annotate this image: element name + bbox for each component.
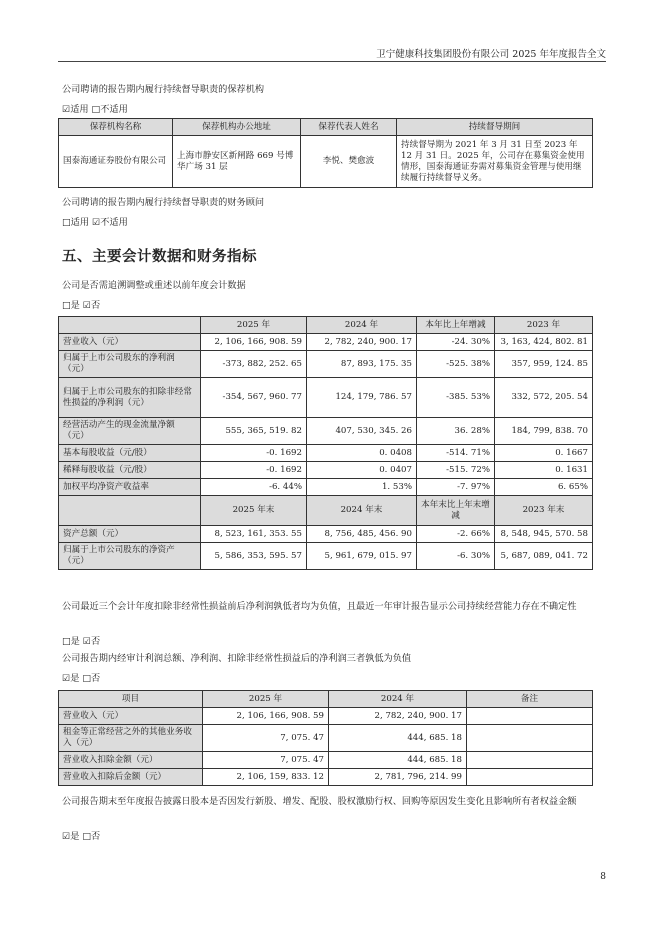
cell-value: -2. 66% <box>417 526 495 543</box>
cell-value: 407, 530, 345. 26 <box>307 418 417 445</box>
cell-value: 8, 523, 161, 353. 55 <box>201 526 307 543</box>
header-cell: 备注 <box>467 691 593 708</box>
table-row <box>59 752 593 769</box>
header-cell: 2024 年 <box>329 691 467 708</box>
key-financials-table <box>58 316 593 570</box>
sponsor-checkbox: ☑适用 □不适用 <box>62 104 128 115</box>
share-change-intro: 公司报告期末至年度报告披露日股本是否因发行新股、增发、配股、股权激励行权、回购等原因发生变化且影响所有者权益金额 <box>62 796 577 807</box>
revenue-deduction-table <box>58 690 593 786</box>
cell-value: 6. 65% <box>495 479 593 496</box>
header-cell: 2025 年 <box>201 317 307 334</box>
cell-value: 357, 959, 124. 85 <box>495 351 593 378</box>
header-cell: 2024 年 <box>307 317 417 334</box>
cell-value: -373, 882, 252. 65 <box>201 351 307 378</box>
negative-intro: 公司报告期内经审计利润总额、净利润、扣除非经常性损益后的净利润三者孰低为负值 <box>62 653 412 664</box>
advisor-intro: 公司聘请的报告期内履行持续督导职责的财务顾问 <box>62 197 265 208</box>
row-label: 资产总额（元） <box>59 526 201 543</box>
table-row <box>59 462 593 479</box>
header-cell: 项目 <box>59 691 203 708</box>
header-cell: 2025 年 <box>203 691 329 708</box>
table-row <box>59 418 593 445</box>
table-header-row <box>59 317 593 334</box>
cell-value: 555, 365, 519. 82 <box>201 418 307 445</box>
advisor-checkbox: □适用 ☑不适用 <box>62 217 128 228</box>
header-cell: 保荐机构名称 <box>59 119 173 136</box>
header-rule <box>58 61 606 62</box>
sponsor-table <box>58 118 593 188</box>
page-number: 8 <box>600 872 606 882</box>
cell-value: 1. 53% <box>307 479 417 496</box>
cell-value: -354, 567, 960. 77 <box>201 378 307 418</box>
negative-checkbox: ☑是 □否 <box>62 673 101 684</box>
header-cell: 2025 年末 <box>201 496 307 526</box>
cell-value: -515. 72% <box>417 462 495 479</box>
table-row <box>59 445 593 462</box>
table-row <box>59 351 593 378</box>
header-cell: 本年比上年增减 <box>417 317 495 334</box>
cell-value: -7. 97% <box>417 479 495 496</box>
header-cell: 保荐代表人姓名 <box>301 119 397 136</box>
cell-value: 5, 687, 089, 041. 72 <box>495 543 593 570</box>
table-row <box>59 136 593 188</box>
table-row <box>59 526 593 543</box>
row-label: 稀释每股收益（元/股） <box>59 462 201 479</box>
cell-value: 3, 163, 424, 802. 81 <box>495 334 593 351</box>
cell-value: 124, 179, 786. 57 <box>307 378 417 418</box>
row-label: 归属于上市公司股东的净利润（元） <box>59 351 201 378</box>
cell-value: 2, 782, 240, 900. 17 <box>307 334 417 351</box>
report-header: 卫宁健康科技集团股份有限公司 2025 年年度报告全文 <box>376 49 606 60</box>
going-concern-intro: 公司最近三个会计年度扣除非经常性损益前后净利润孰低者均为负值，且最近一年审计报告显示公司持续经营能力存在不确定性 <box>62 601 577 612</box>
cell-value: 444, 685. 18 <box>329 725 467 752</box>
cell-value: 2, 106, 159, 833. 12 <box>203 769 329 786</box>
cell-value: 444, 685. 18 <box>329 752 467 769</box>
going-concern-checkbox: □是 ☑否 <box>62 636 101 647</box>
header-cell: 持续督导期间 <box>397 119 593 136</box>
table-row <box>59 769 593 786</box>
cell-value: 36. 28% <box>417 418 495 445</box>
cell-value <box>467 752 593 769</box>
cell-value: -525. 38% <box>417 351 495 378</box>
header-cell <box>59 496 201 526</box>
table-header-row <box>59 691 593 708</box>
cell-value <box>467 708 593 725</box>
section-title: 五、主要会计数据和财务指标 <box>62 249 257 265</box>
table-row <box>59 543 593 570</box>
sponsor-reps: 李悦、樊愈波 <box>301 136 397 188</box>
cell-value: 5, 586, 353, 595. 57 <box>201 543 307 570</box>
table-header-row <box>59 119 593 136</box>
row-label: 加权平均净资产收益率 <box>59 479 201 496</box>
row-label: 归属于上市公司股东的净资产（元） <box>59 543 201 570</box>
cell-value: -385. 53% <box>417 378 495 418</box>
header-cell: 2023 年 <box>495 317 593 334</box>
row-label: 营业收入扣除后金额（元） <box>59 769 203 786</box>
restate-checkbox: □是 ☑否 <box>62 300 101 311</box>
cell-value: 87, 893, 175. 35 <box>307 351 417 378</box>
header-cell: 本年末比上年末增减 <box>417 496 495 526</box>
cell-value: 7, 075. 47 <box>203 725 329 752</box>
restate-intro: 公司是否需追溯调整或重述以前年度会计数据 <box>62 280 246 291</box>
cell-value: 7, 075. 47 <box>203 752 329 769</box>
sponsor-name: 国泰海通证券股份有限公司 <box>59 136 173 188</box>
cell-value: 0. 0407 <box>307 462 417 479</box>
row-label: 经营活动产生的现金流量净额（元） <box>59 418 201 445</box>
sponsor-intro: 公司聘请的报告期内履行持续督导职责的保荐机构 <box>62 84 265 95</box>
header-cell <box>59 317 201 334</box>
table-row <box>59 334 593 351</box>
cell-value: 0. 1631 <box>495 462 593 479</box>
cell-value: 0. 0408 <box>307 445 417 462</box>
table-row <box>59 725 593 752</box>
table-row <box>59 378 593 418</box>
cell-value: 332, 572, 205. 54 <box>495 378 593 418</box>
cell-value: 2, 106, 166, 908. 59 <box>203 708 329 725</box>
cell-value: -0. 1692 <box>201 462 307 479</box>
cell-value: -6. 30% <box>417 543 495 570</box>
table-row <box>59 479 593 496</box>
cell-value: 2, 782, 240, 900. 17 <box>329 708 467 725</box>
header-cell: 2024 年末 <box>307 496 417 526</box>
row-label: 归属于上市公司股东的扣除非经常性损益的净利润（元） <box>59 378 201 418</box>
cell-value: 2, 106, 166, 908. 59 <box>201 334 307 351</box>
sponsor-period: 持续督导期为 2021 年 3 月 31 日至 2023 年 12 月 31 日。2025 年，公司存在募集资金使用情形，国泰海通证券需对募集资金管理与使用继续履行持续督导义务。 <box>397 136 593 188</box>
row-label: 营业收入（元） <box>59 334 201 351</box>
cell-value: 0. 1667 <box>495 445 593 462</box>
cell-value: 5, 961, 679, 015. 97 <box>307 543 417 570</box>
row-label: 营业收入扣除金额（元） <box>59 752 203 769</box>
row-label: 租金等正常经营之外的其他业务收入（元） <box>59 725 203 752</box>
row-label: 基本每股收益（元/股） <box>59 445 201 462</box>
table-header-row <box>59 496 593 526</box>
cell-value: 184, 799, 838. 70 <box>495 418 593 445</box>
cell-value <box>467 769 593 786</box>
share-change-checkbox: ☑是 □否 <box>62 831 101 842</box>
row-label: 营业收入（元） <box>59 708 203 725</box>
cell-value: 8, 756, 485, 456. 90 <box>307 526 417 543</box>
table-row <box>59 708 593 725</box>
cell-value: -514. 71% <box>417 445 495 462</box>
cell-value: 8, 548, 945, 570. 58 <box>495 526 593 543</box>
cell-value: 2, 781, 796, 214. 99 <box>329 769 467 786</box>
cell-value: -6. 44% <box>201 479 307 496</box>
header-cell: 保荐机构办公地址 <box>173 119 301 136</box>
sponsor-address: 上海市静安区新闸路 669 号博华广场 31 层 <box>173 136 301 188</box>
cell-value: -0. 1692 <box>201 445 307 462</box>
header-cell: 2023 年末 <box>495 496 593 526</box>
cell-value: -24. 30% <box>417 334 495 351</box>
cell-value <box>467 725 593 752</box>
